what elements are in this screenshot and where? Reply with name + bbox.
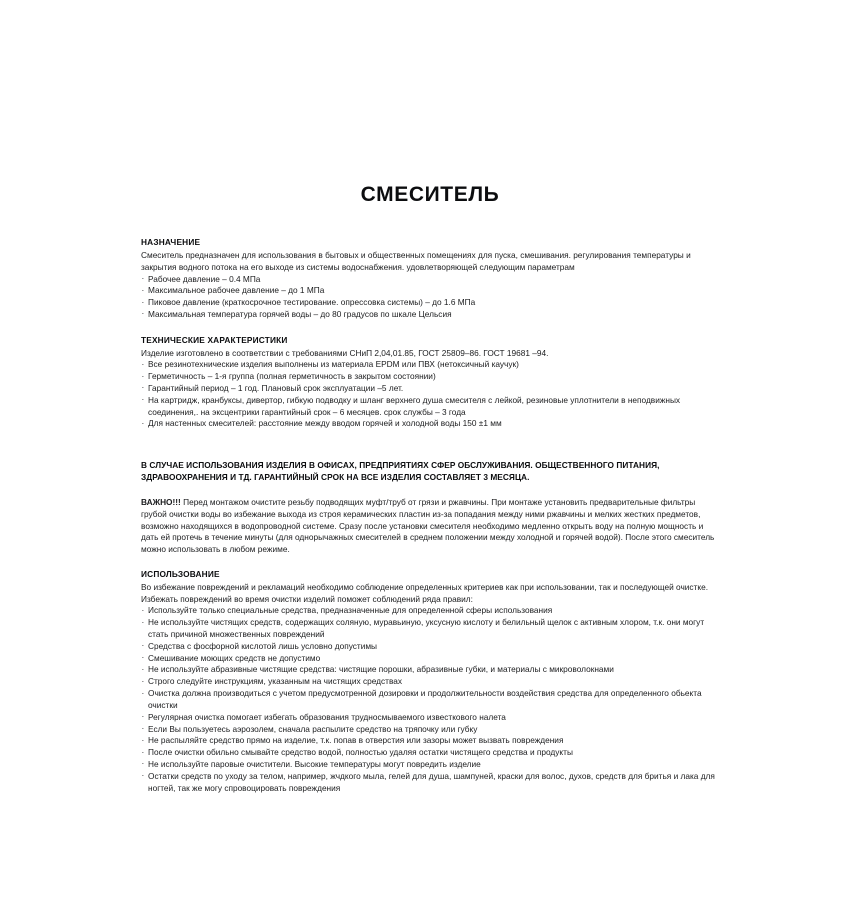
list-item: · Рабочее давление – 0.4 МПа xyxy=(141,274,719,286)
page-title: СМЕСИТЕЛЬ xyxy=(360,183,500,206)
important-text: Перед монтажом очистите резьбу подводящих муфт/труб от грязи и ржавчины. При монтаже установить предварительные фильтры грубой очистки воды во избежание выхода из строя керамических пластин из-за попадания между ними ржавчины и мелких жестких предметов, возможно находящихся в водопроводной системе. Сразу после установки смесителя необходимо медленно открыть воду на полную мощность и дать ей протечь в течение минуты (для однорычажных смесителей в среднем положении между холодной и горячей водой). После этого смеситель можно использовать в любом режиме. xyxy=(141,496,715,555)
list-item: · Все резинотехнические изделия выполнены из материала EPDM или ПВХ (нетоксичный каучук) xyxy=(141,359,719,371)
list-item: · После очистки обильно смывайте средство водой, полностью удаляя остатки чистящего средства и продукты xyxy=(141,747,719,759)
document-body xyxy=(141,183,719,808)
specs-bullet-list xyxy=(141,359,719,430)
list-item: · Строго следуйте инструкциям, указанным на чистящих средствах xyxy=(141,676,719,688)
list-item: · Регулярная очистка помогает избегать образования трудносмываемого известкового налета xyxy=(141,712,719,724)
list-item: · Очистка должна производиться с учетом предусмотренной дозировки и продолжительности воздействия средства для определенного обьекта очистки xyxy=(141,688,719,712)
usage-bullet-list xyxy=(141,605,719,794)
warranty-notice: В СЛУЧАЕ ИСПОЛЬЗОВАНИЯ ИЗДЕЛИЯ В ОФИСАХ, ПРЕДПРИЯТИЯХ СФЕР ОБСЛУЖИВАНИЯ. ОБЩЕСТВЕННОГО ПИТАНИЯ, ЗДРАВООХРАНЕНИЯ И ТД. ГАРАНТИЙНЫЙ СРОК НА ВСЕ ИЗДЕЛИЯ СОСТАВЛЯЕТ 3 МЕСЯЦА. xyxy=(141,460,660,483)
section-heading-specs: ТЕХНИЧЕСКИЕ ХАРАКТЕРИСТИКИ xyxy=(141,334,288,345)
list-item: · Герметичность – 1-я группа (полная герметичность в закрытом состоянии) xyxy=(141,371,719,383)
section-specs xyxy=(141,335,719,430)
spacer xyxy=(141,444,719,460)
list-item: · Не используйте чистящих средств, содержащих соляную, муравьиную, уксусную кислоту и белильный щелок с активным хлором, т.к. они могут стать причиной множественных повреждений xyxy=(141,617,719,641)
list-item: · Не распыляйте средство прямо на изделие, т.к. попав в отверстия или зазоры может вызвать повреждения xyxy=(141,735,719,747)
spacer xyxy=(141,556,719,569)
list-item: · Максимальная температура горячей воды – до 80 градусов по шкале Цельсия xyxy=(141,309,719,321)
list-item: · Для настенных смесителей: расстояние между вводом горячей и холодной воды 150 ±1 мм xyxy=(141,418,719,430)
list-item: · Не используйте абразивные чистящие средства: чистящие порошки, абразивные губки, и материалы с микроволокнами xyxy=(141,664,719,676)
section-heading-usage: ИСПОЛЬЗОВАНИЕ xyxy=(141,569,220,579)
purpose-bullet-list xyxy=(141,274,719,321)
list-item: · Максимальное рабочее давление – до 1 МПа xyxy=(141,285,719,297)
list-item: · Используйте только специальные средства, предназначенные для определенной сферы использования xyxy=(141,605,719,617)
spacer xyxy=(141,484,719,497)
list-item: · Средства с фосфорной кислотой лишь условно допустимы xyxy=(141,641,719,653)
list-item: · На картридж, кранбуксы, дивертор, гибкую подводку и шланг верхнего душа смесителя с лейкой, резиновые уплотнители в неподвижных соединения,. на эксцентрики гарантийный срок – 6 месяцев. срок службы – 3 года xyxy=(141,395,719,419)
important-notice xyxy=(141,497,719,556)
purpose-intro-paragraph: Смеситель предназначен для использования в бытовых и общественных помещениях для пуска, смешивания. регулирования температуры и закрытия водного потока на его выходе из системы водоснабжения. удовлетворяющей следующим параметрам xyxy=(141,249,691,272)
list-item: · Не используйте паровые очистители. Высокие температуры могут повредить изделие xyxy=(141,759,719,771)
usage-intro-paragraph: Во избежание повреждений и рекламаций необходимо соблюдение определенных критериев как при использовании, так и последующей очистке. Избежать повреждений во время очистки изделий поможет соблюдений ряда правил: xyxy=(141,581,709,604)
section-purpose xyxy=(141,237,719,321)
list-item: · Пиковое давление (краткосрочное тестирование. опрессовка системы) – до 1.6 МПа xyxy=(141,297,719,309)
list-item: · Смешивание моющих средств не допустимо xyxy=(141,653,719,665)
section-usage xyxy=(141,569,719,794)
list-item: · Остатки средств по уходу за телом, например, жчдкого мыла, гелей для душа, шампуней, краски для волос, духов, средств для бритья и лака для ногтей, так же могу спровоцировать повреждения xyxy=(141,771,719,795)
list-item: · Гарантийный период – 1 год. Плановый срок эксплуатации –5 лет. xyxy=(141,383,719,395)
section-heading-purpose: НАЗНАЧЕНИЕ xyxy=(141,237,201,248)
list-item: · Если Вы пользуетесь аэрозолем, сначала распылите средство на тряпочку или губку xyxy=(141,724,719,736)
important-label: ВАЖНО!!! xyxy=(141,496,181,507)
specs-intro-paragraph: Изделие изготовлено в соответствии с требованиями СНиП 2,04,01.85, ГОСТ 25809–86. ГОСТ 19681 –94. xyxy=(141,347,549,358)
